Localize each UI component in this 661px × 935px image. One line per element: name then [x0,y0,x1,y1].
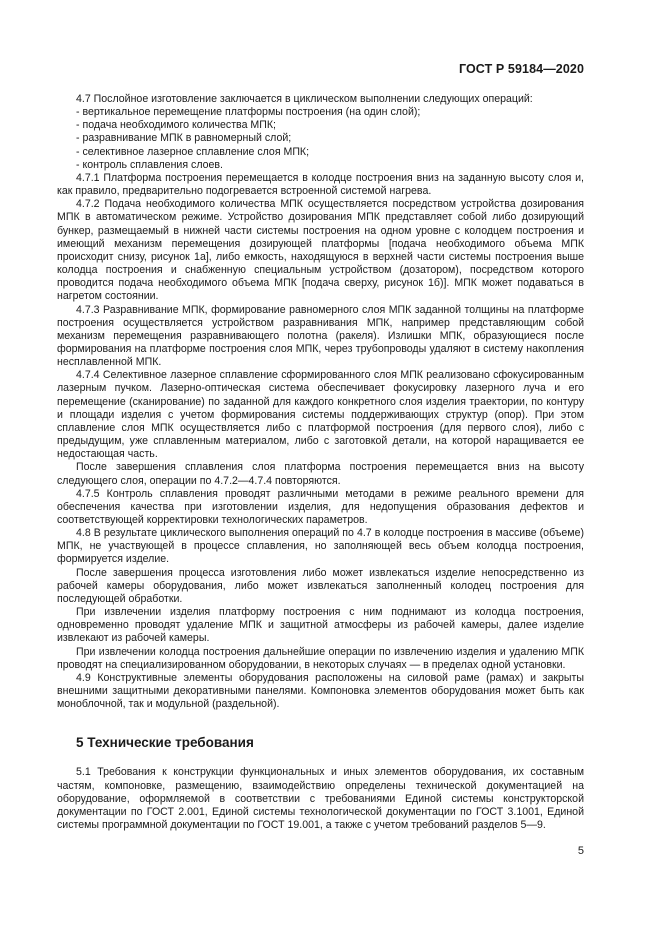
paragraph-4-7-1: 4.7.1 Платформа построения перемещается в колодце построения вниз на заданную высоту слоя и, как правило, предварительно подогревается встроенной системой нагрева. [57,171,584,198]
paragraph-extract-part: При извлечении изделия платформу построения с ним поднимают из колодца построения, одновременно проводят удаление МПК и защитной атмосферы из рабочей камеры, далее изделие извлекают из рабочей камеры. [57,606,584,645]
paragraph-4-8: 4.8 В результате циклического выполнения операций по 4.7 в колодце построения в массиве (объеме) МПК, не участвующей в процессе сплавления, но заполняющей весь объем колодца построения, формируется изделие. [57,527,584,566]
paragraph-4-7-5: 4.7.5 Контроль сплавления проводят различными методами в режиме реального времени для обеспечения качества при изготовлении изделия, для недопущения образования дефектов и соответствующей корректировки технологических параметров. [57,487,584,526]
section-heading-5: 5 Технические требования [76,735,254,751]
paragraph-4-7: 4.7 Послойное изготовление заключается в циклическом выполнении следующих операций: [76,93,533,105]
list-item: - селективное лазерное сплавление слоя МПК; [76,145,310,158]
list-item: - контроль сплавления слоев. [76,158,223,171]
paragraph-extract-well: При извлечении колодца построения дальнейшие операции по извлечению изделия и удалению МПК проводят на специализированном оборудовании, в некоторых случаях — в пределах одной установки. [57,645,584,671]
document-header-standard: ГОСТ Р 59184—2020 [458,62,584,76]
list-item: - подача необходимого количества МПК; [76,119,276,132]
paragraph-4-7-2: 4.7.2 Подача необходимого количества МПК осуществляется посредством устройства дозирования МПК в автоматическом режиме. Устройство дозирования МПК представляет собой либо дозирующий бункер, размещаемый в нижней части системы построения на одном уровне с колодцем построения и имеющий механизм перемещения дозирующей платформы [подача необходимого объема МПК происходит снизу, рисунок 1а], либо емкость, находящуюся в верхней части системы построения выше колодца построения и снабженную специальным устройством (дозатором), посредством которого проводится подача необходимого объема МПК [подача сверху, рисунок 1б)]. МПК может подаваться в нагретом состоянии. [57,198,584,303]
paragraph-4-7-3: 4.7.3 Разравнивание МПК, формирование равномерного слоя МПК заданной толщины на платформе построения осуществляется устройством разравнивания МПК, например представляющим собой механизм перемещения разравнивающего полотна (ракеля). Излишки МПК, образующиеся после формирования на платформе построения слоя МПК, через трубопроводы удаляют в систему накопления несплавленной МПК. [57,303,584,369]
paragraph-after-fusion: После завершения сплавления слоя платформа построения перемещается вниз на высоту следующего слоя, операции по 4.7.2—4.7.4 повторяются. [57,461,584,487]
paragraph-5-1: 5.1 Требования к конструкции функциональных и иных элементов оборудования, их составным частям, компоновке, размещению, взаимодействию определены технической документацией на оборудование, оформляемой в соответствии с требованиями Единой системы конструкторской документации по ГОСТ 2.001, Единой системы технологической документации по ГОСТ 3.1001, Единой системы программной документации по ГОСТ 19.001, а также с учетом требований разделов 5—9. [57,766,584,831]
paragraph-4-7-4: 4.7.4 Селективное лазерное сплавление сформированного слоя МПК реализовано сфокусированным лазерным пучком. Лазерно-оптическая система обеспечивает фокусировку лазерного луча и его перемещение (сканирование) по заданной для каждого конкретного слоя изделия траектории, по контуру и площади изделия с учетом формирования системы поддерживающих структур (опор). При этом сплавление слоя МПК осуществляется либо с платформой построения (для первого слоя), либо с предыдущим, уже сплавленным материалом, либо с заготовкой детали, на которой наращивается ее недостающая часть. [57,369,584,461]
paragraph-removal: После завершения процесса изготовления либо может извлекаться изделие непосредственно из рабочей камеры оборудования, либо может извлекаться заполненный колодец построения для последующей обработки. [57,566,584,605]
list-item: - вертикальное перемещение платформы построения (на один слой); [76,106,421,119]
paragraph-4-9: 4.9 Конструктивные элементы оборудования расположены на силовой раме (рамах) и закрыты внешними защитными декоративными панелями. Компоновка элементов оборудования может быть как моноблочной, так и модульной (раздельной). [57,671,584,711]
document-body [57,93,584,832]
page-number: 5 [577,845,584,857]
list-item: - разравнивание МПК в равномерный слой; [76,132,292,145]
